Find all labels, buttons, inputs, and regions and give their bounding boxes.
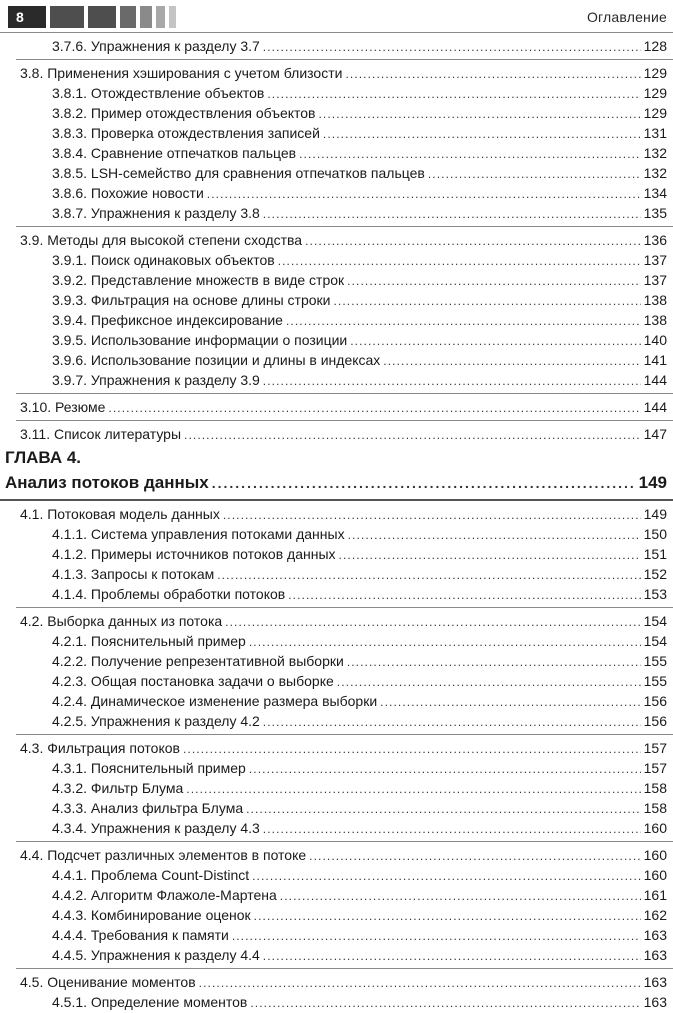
- toc-subsection[interactable]: [0, 123, 673, 143]
- dot-leader: [267, 84, 640, 104]
- dot-leader: [263, 712, 641, 732]
- section-divider: [16, 841, 673, 842]
- toc-subsection[interactable]: [0, 818, 673, 838]
- toc-entry-page: 150: [643, 526, 667, 542]
- toc-entry-label: 4.2.5. Упражнения к разделу 4.2: [52, 713, 260, 729]
- toc-entry-label: 4.4.1. Проблема Count-Distinct: [52, 867, 250, 883]
- toc-entry-page: 138: [643, 292, 667, 308]
- dot-leader: [347, 271, 640, 291]
- dot-leader: [278, 251, 641, 271]
- toc-entry-label: 3.9.6. Использование позиции и длины в индексах: [52, 352, 381, 368]
- header-decor-block: [88, 6, 116, 28]
- toc-subsection[interactable]: [0, 798, 673, 818]
- chapter-number: ГЛАВА 4.: [5, 448, 82, 467]
- toc-subsection[interactable]: [0, 250, 673, 270]
- toc-entry-label: 4.1.2. Примеры источников потоков данных: [52, 546, 336, 562]
- toc-entry-page: 135: [643, 205, 667, 221]
- toc-entry-label: 4.2. Выборка данных из потока: [20, 613, 223, 629]
- toc-entry-page: 137: [643, 272, 667, 288]
- toc-entry-label: 4.1.3. Запросы к потокам: [52, 566, 215, 582]
- header-divider: [0, 32, 673, 33]
- toc-subsection[interactable]: [0, 370, 673, 390]
- toc-entry-page: 149: [643, 506, 667, 522]
- header-decor-block: [120, 6, 136, 28]
- dot-leader: [263, 204, 641, 224]
- toc-section[interactable]: [0, 738, 673, 758]
- toc-entry-page: 140: [643, 332, 667, 348]
- toc-subsection[interactable]: [0, 330, 673, 350]
- toc-entry-label: 4.3. Фильтрация потоков: [20, 740, 180, 756]
- toc-entry-page: 149: [638, 473, 667, 492]
- header-decor-block: [156, 6, 165, 28]
- toc-entry-page: 144: [643, 399, 667, 415]
- toc-section[interactable]: [0, 611, 673, 631]
- toc-subsection[interactable]: [0, 310, 673, 330]
- dot-leader: [299, 144, 641, 164]
- toc-entry-page: 132: [643, 165, 667, 181]
- dot-leader: [280, 886, 641, 906]
- toc-entry-label: 3.8.1. Отождествление объектов: [52, 85, 265, 101]
- toc-subsection[interactable]: [0, 83, 673, 103]
- dot-leader: [232, 926, 641, 946]
- toc-subsection[interactable]: [0, 992, 673, 1012]
- toc-entry-label: 4.5. Оценивание моментов: [20, 974, 196, 990]
- toc-chapter[interactable]: [0, 470, 673, 496]
- toc-subsection[interactable]: [0, 584, 673, 604]
- section-divider: [16, 59, 673, 60]
- dot-leader: [246, 799, 641, 819]
- toc-entry-label: 4.3.3. Анализ фильтра Блума: [52, 800, 244, 816]
- toc-entry-page: 134: [643, 185, 667, 201]
- dot-leader: [428, 164, 641, 184]
- toc-subsection[interactable]: [0, 203, 673, 223]
- dot-leader: [337, 672, 641, 692]
- toc-entry-page: 157: [643, 740, 667, 756]
- dot-leader: [108, 398, 640, 418]
- dot-leader: [183, 739, 641, 759]
- header-decor-block: [169, 6, 176, 28]
- dot-leader: [223, 505, 641, 525]
- table-of-contents: [0, 36, 673, 1012]
- dot-leader: [199, 973, 641, 993]
- dot-leader: [184, 425, 641, 445]
- toc-entry-page: 160: [643, 847, 667, 863]
- dot-leader: [249, 759, 641, 779]
- toc-entry-page: 154: [643, 613, 667, 629]
- dot-leader: [345, 64, 640, 84]
- dot-leader: [319, 104, 641, 124]
- toc-entry-page: 155: [643, 673, 667, 689]
- toc-subsection[interactable]: [0, 270, 673, 290]
- toc-entry-label: 3.11. Список литературы: [20, 426, 182, 442]
- toc-entry-page: 158: [643, 800, 667, 816]
- toc-entry-page: 131: [643, 125, 667, 141]
- section-divider: [16, 607, 673, 608]
- toc-entry-label: 4.1. Потоковая модель данных: [20, 506, 220, 522]
- dot-leader: [225, 612, 640, 632]
- toc-entry-label: 3.9. Методы для высокой степени сходства: [20, 232, 303, 248]
- dot-leader: [309, 846, 640, 866]
- toc-subsection[interactable]: [0, 945, 673, 965]
- dot-leader: [212, 470, 636, 496]
- dot-leader: [249, 632, 641, 652]
- toc-entry-label: 4.3.2. Фильтр Блума: [52, 780, 184, 796]
- toc-subsection[interactable]: [0, 524, 673, 544]
- toc-section[interactable]: [0, 972, 673, 992]
- dot-leader: [263, 371, 641, 391]
- toc-section[interactable]: [0, 504, 673, 524]
- dot-leader: [350, 331, 640, 351]
- toc-entry-page: 160: [643, 820, 667, 836]
- toc-entry-page: 132: [643, 145, 667, 161]
- toc-subsection[interactable]: [0, 651, 673, 671]
- toc-entry-page: 129: [643, 85, 667, 101]
- page-number: 8: [8, 6, 46, 28]
- dot-leader: [348, 525, 641, 545]
- toc-entry-page: 156: [643, 713, 667, 729]
- toc-entry-label: 4.2.4. Динамическое изменение размера выборки: [52, 693, 378, 709]
- header-decor-block: [50, 6, 84, 28]
- toc-entry-label: 4.3.1. Пояснительный пример: [52, 760, 246, 776]
- toc-entry-page: 128: [643, 38, 667, 54]
- toc-entry-label: 3.8. Применения хэширования с учетом близости: [20, 65, 343, 81]
- toc-entry-label: 3.9.2. Представление множеств в виде строк: [52, 272, 345, 288]
- toc-entry-label: 3.9.3. Фильтрация на основе длины строки: [52, 292, 331, 308]
- toc-entry-label: 4.1.4. Проблемы обработки потоков: [52, 586, 286, 602]
- toc-subsection[interactable]: [0, 290, 673, 310]
- header-decor-block: [140, 6, 152, 28]
- toc-subsection[interactable]: [0, 350, 673, 370]
- toc-entry-page: 162: [643, 907, 667, 923]
- dot-leader: [347, 652, 641, 672]
- toc-entry-label: 4.4.3. Комбинирование оценок: [52, 907, 251, 923]
- toc-entry-page: 137: [643, 252, 667, 268]
- section-divider: [16, 734, 673, 735]
- toc-subsection[interactable]: [0, 905, 673, 925]
- toc-entry-page: 144: [643, 372, 667, 388]
- page-header: [0, 0, 673, 34]
- dot-leader: [250, 993, 640, 1013]
- toc-entry-label: 4.4.5. Упражнения к разделу 4.4: [52, 947, 260, 963]
- toc-entry-page: 161: [643, 887, 667, 903]
- toc-subsection[interactable]: [0, 758, 673, 778]
- toc-entry-label: 3.9.4. Префиксное индексирование: [52, 312, 283, 328]
- toc-subsection[interactable]: [0, 564, 673, 584]
- toc-subsection[interactable]: [0, 885, 673, 905]
- dot-leader: [263, 819, 641, 839]
- toc-entry-label: 4.4.2. Алгоритм Флажоле-Мартена: [52, 887, 277, 903]
- dot-leader: [383, 351, 640, 371]
- toc-entry-label: 3.8.7. Упражнения к разделу 3.8: [52, 205, 260, 221]
- toc-entry-label: 4.3.4. Упражнения к разделу 4.3: [52, 820, 260, 836]
- dot-leader: [286, 311, 641, 331]
- toc-entry-label: 3.8.5. LSH-семейство для сравнения отпечатков пальцев: [52, 165, 425, 181]
- dot-leader: [263, 946, 641, 966]
- toc-entry-label: 3.8.4. Сравнение отпечатков пальцев: [52, 145, 297, 161]
- section-divider: [16, 393, 673, 394]
- toc-entry-label: 4.4.4. Требования к памяти: [52, 927, 229, 943]
- dot-leader: [323, 124, 641, 144]
- toc-section[interactable]: [0, 230, 673, 250]
- toc-entry-label: 4.2.3. Общая постановка задачи о выборке: [52, 673, 334, 689]
- toc-entry-label: 3.8.2. Пример отождествления объектов: [52, 105, 316, 121]
- toc-section[interactable]: [0, 63, 673, 83]
- section-divider: [0, 499, 673, 501]
- dot-leader: [263, 37, 641, 57]
- toc-entry-page: 129: [643, 105, 667, 121]
- toc-subsection[interactable]: [0, 865, 673, 885]
- toc-entry-page: 147: [643, 426, 667, 442]
- dot-leader: [254, 906, 641, 926]
- toc-entry-label: 3.7.6. Упражнения к разделу 3.7: [52, 38, 260, 54]
- toc-entry-page: 163: [643, 927, 667, 943]
- section-divider: [16, 420, 673, 421]
- toc-entry-page: 163: [643, 947, 667, 963]
- toc-entry-label: 4.2.2. Получение репрезентативной выборки: [52, 653, 344, 669]
- header-title: Оглавление: [586, 9, 667, 25]
- dot-leader: [380, 692, 640, 712]
- toc-subsection[interactable]: [0, 163, 673, 183]
- toc-entry-label: 3.9.7. Упражнения к разделу 3.9: [52, 372, 260, 388]
- toc-entry-label: 3.9.1. Поиск одинаковых объектов: [52, 252, 275, 268]
- toc-entry-label: 3.8.6. Похожие новости: [52, 185, 204, 201]
- dot-leader: [217, 565, 640, 585]
- toc-entry-label: 3.10. Резюме: [20, 399, 106, 415]
- toc-section[interactable]: [0, 424, 673, 444]
- toc-entry-label: 4.1.1. Система управления потоками данных: [52, 526, 345, 542]
- dot-leader: [305, 231, 641, 251]
- toc-subsection[interactable]: [0, 183, 673, 203]
- toc-entry-page: 153: [643, 586, 667, 602]
- toc-entry-label: 3.9.5. Использование информации о позиции: [52, 332, 348, 348]
- dot-leader: [333, 291, 640, 311]
- section-divider: [16, 226, 673, 227]
- toc-entry-page: 163: [643, 994, 667, 1010]
- toc-subsection[interactable]: [0, 103, 673, 123]
- toc-entry-page: 136: [643, 232, 667, 248]
- toc-entry-page: 154: [643, 633, 667, 649]
- toc-entry-page: 156: [643, 693, 667, 709]
- toc-subsection[interactable]: [0, 691, 673, 711]
- toc-subsection[interactable]: [0, 544, 673, 564]
- toc-section[interactable]: [0, 845, 673, 865]
- toc-subsection[interactable]: [0, 711, 673, 731]
- toc-entry-page: 163: [643, 974, 667, 990]
- dot-leader: [207, 184, 641, 204]
- toc-subsection[interactable]: [0, 925, 673, 945]
- dot-leader: [186, 779, 640, 799]
- toc-section[interactable]: [0, 397, 673, 417]
- toc-entry-page: 155: [643, 653, 667, 669]
- toc-entry-label: 3.8.3. Проверка отождествления записей: [52, 125, 320, 141]
- toc-subsection[interactable]: [0, 143, 673, 163]
- toc-entry-label: 4.5.1. Определение моментов: [52, 994, 248, 1010]
- toc-entry-label: 4.4. Подсчет различных элементов в потоке: [20, 847, 307, 863]
- toc-subsection[interactable]: [0, 631, 673, 651]
- dot-leader: [252, 866, 641, 886]
- toc-subsection[interactable]: [0, 671, 673, 691]
- toc-entry-page: 141: [643, 352, 667, 368]
- toc-entry-page: 152: [643, 566, 667, 582]
- toc-entry-page: 151: [643, 546, 667, 562]
- toc-subsection[interactable]: [0, 36, 673, 56]
- toc-entry-label: 4.2.1. Пояснительный пример: [52, 633, 246, 649]
- toc-entry-page: 160: [643, 867, 667, 883]
- toc-entry-page: 157: [643, 760, 667, 776]
- toc-entry-page: 158: [643, 780, 667, 796]
- toc-entry-page: 129: [643, 65, 667, 81]
- section-divider: [16, 968, 673, 969]
- toc-entry-page: 138: [643, 312, 667, 328]
- toc-entry-label: Анализ потоков данных: [5, 473, 209, 492]
- toc-subsection[interactable]: [0, 778, 673, 798]
- dot-leader: [288, 585, 640, 605]
- dot-leader: [339, 545, 641, 565]
